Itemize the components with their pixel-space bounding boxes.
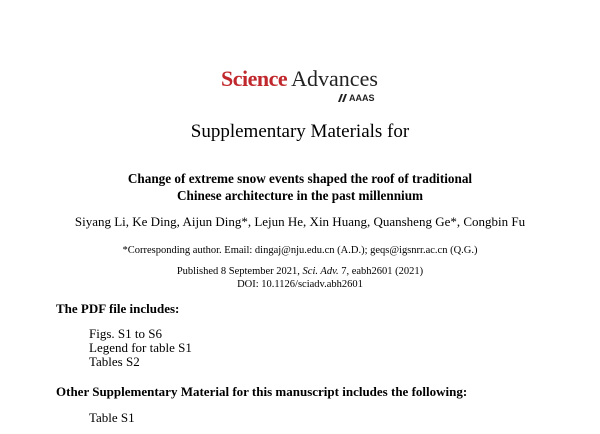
doi-line: DOI: 10.1126/sciadv.abh2601 [237, 279, 363, 290]
journal-abbrev: Sci. Adv. [302, 266, 339, 277]
list-item: Table S1 [89, 410, 135, 425]
published-prefix: Published 8 September 2021, [176, 266, 303, 277]
paper-title-line-1: Change of extreme snow events shaped the roof of traditional [127, 171, 473, 186]
supplementary-heading: Supplementary Materials for [190, 121, 410, 142]
other-material-heading: Other Supplementary Material for this manuscript includes the following: [56, 384, 468, 399]
list-item: Legend for table S1 [89, 340, 192, 355]
author-list: Siyang Li, Ke Ding, Aijun Ding*, Lejun He, Xin Huang, Quansheng Ge*, Congbin Fu [74, 214, 526, 229]
paper-title-line-2: Chinese architecture in the past millennium [176, 188, 424, 203]
published-suffix: 7, eabh2601 (2021) [338, 266, 424, 277]
list-item: Tables S2 [89, 354, 140, 369]
corresponding-author: *Corresponding author. Email: dingaj@nju.edu.cn (A.D.); geqs@igsnrr.ac.cn (Q.G.) [122, 245, 478, 256]
publication-line [0, 266, 600, 277]
list-item: Figs. S1 to S6 [89, 326, 162, 341]
journal-logo [221, 66, 378, 92]
aaas-mark-icon [338, 94, 348, 102]
aaas-text: AAAS [349, 93, 375, 103]
logo-science: Science [221, 66, 288, 91]
pdf-includes-heading: The PDF file includes: [56, 301, 180, 316]
aaas-logo [338, 93, 375, 103]
logo-advances: Advances [291, 66, 378, 91]
